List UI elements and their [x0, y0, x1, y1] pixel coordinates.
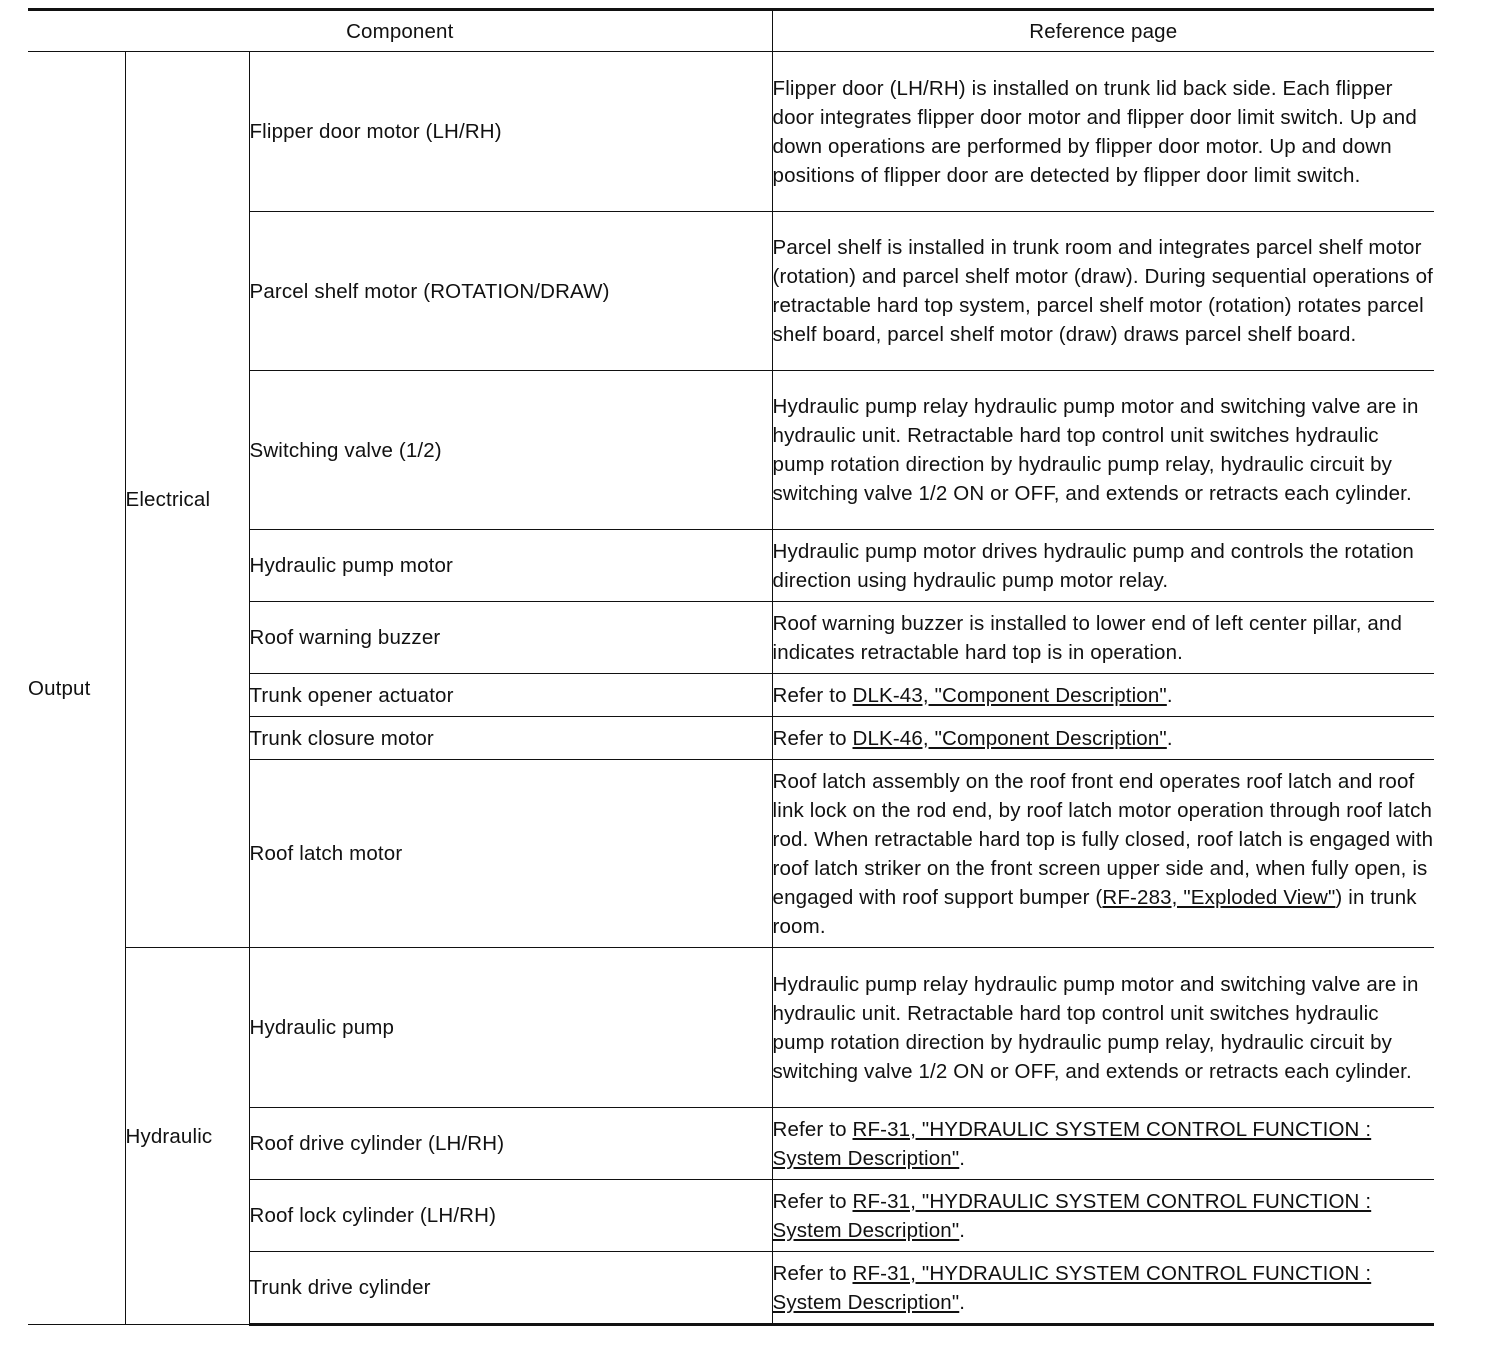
reference-link[interactable]: RF-31, "HYDRAULIC SYSTEM CONTROL FUNCTION : System Description": [772, 1117, 1372, 1170]
reference-suffix: .: [959, 1218, 966, 1242]
reference-prefix: Refer to: [772, 1189, 853, 1213]
reference-link[interactable]: RF-31, "HYDRAULIC SYSTEM CONTROL FUNCTION : System Description": [772, 1189, 1372, 1242]
component-name: Trunk drive cylinder: [249, 1252, 772, 1325]
reference-description: [772, 1252, 1434, 1325]
reference-link[interactable]: DLK-43, "Component Description": [852, 683, 1167, 707]
component-name: Roof lock cylinder (LH/RH): [249, 1180, 772, 1252]
reference-suffix: .: [959, 1290, 966, 1314]
header-row: [28, 10, 1434, 52]
reference-description: Hydraulic pump motor drives hydraulic pump and controls the rotation direction using hydraulic pump motor relay.: [772, 530, 1434, 602]
reference-suffix: ) in trunk room.: [772, 885, 1417, 938]
reference-link[interactable]: RF-283, "Exploded View": [1102, 885, 1336, 909]
reference-suffix: .: [1166, 683, 1173, 707]
component-name: Roof warning buzzer: [249, 602, 772, 674]
reference-link[interactable]: DLK-46, "Component Description": [852, 726, 1167, 750]
group-hydraulic: Hydraulic: [125, 948, 249, 1325]
reference-description: Hydraulic pump relay hydraulic pump motor and switching valve are in hydraulic unit. Retractable hard top control unit switches hydraulic pump rotation direction by hydraulic pump relay, hydraulic circuit by switching valve 1/2 ON or OFF, and extends or retracts each cylinder.: [772, 371, 1434, 530]
reference-link[interactable]: RF-31, "HYDRAULIC SYSTEM CONTROL FUNCTION : System Description": [772, 1261, 1372, 1314]
reference-prefix: Refer to: [772, 1261, 853, 1285]
reference-prefix: Refer to: [772, 683, 853, 707]
reference-description: [772, 717, 1434, 760]
reference-suffix: .: [959, 1146, 966, 1170]
component-name: Hydraulic pump motor: [249, 530, 772, 602]
reference-page-header: Reference page: [772, 10, 1434, 52]
category-output: Output: [28, 52, 125, 1325]
reference-description: [772, 1180, 1434, 1252]
component-name: Parcel shelf motor (ROTATION/DRAW): [249, 212, 772, 371]
reference-description: Flipper door (LH/RH) is installed on trunk lid back side. Each flipper door integrates flipper door motor and flipper door limit switch. Up and down operations are performed by flipper door motor. Up and down positions of flipper door are detected by flipper door limit switch.: [772, 52, 1434, 212]
reference-description: [772, 674, 1434, 717]
reference-description: Roof warning buzzer is installed to lower end of left center pillar, and indicates retractable hard top is in operation.: [772, 602, 1434, 674]
component-name: Roof drive cylinder (LH/RH): [249, 1108, 772, 1180]
group-electrical: Electrical: [125, 52, 249, 948]
reference-suffix: .: [1166, 726, 1173, 750]
component-name: Trunk opener actuator: [249, 674, 772, 717]
reference-description: Hydraulic pump relay hydraulic pump motor and switching valve are in hydraulic unit. Retractable hard top control unit switches hydraulic pump rotation direction by hydraulic pump relay, hydraulic circuit by switching valve 1/2 ON or OFF, and extends or retracts each cylinder.: [772, 948, 1434, 1108]
component-reference-table: [28, 8, 1434, 1326]
reference-description: [772, 760, 1434, 948]
component-name: Roof latch motor: [249, 760, 772, 948]
component-name: Switching valve (1/2): [249, 371, 772, 530]
reference-prefix: Refer to: [772, 726, 853, 750]
component-name: Trunk closure motor: [249, 717, 772, 760]
component-name: Hydraulic pump: [249, 948, 772, 1108]
reference-prefix: Roof latch assembly on the roof front end operates roof latch and roof link lock on the rod end, by roof latch motor operation through roof latch rod. When retractable hard top is fully closed, roof latch is engaged with roof latch striker on the front screen upper side and, when fully open, is engaged with roof support bumper (: [772, 769, 1434, 909]
component-header: Component: [28, 10, 772, 52]
reference-prefix: Refer to: [772, 1117, 853, 1141]
reference-description: [772, 1108, 1434, 1180]
reference-description: Parcel shelf is installed in trunk room and integrates parcel shelf motor (rotation) and parcel shelf motor (draw). During sequential operations of retractable hard top system, parcel shelf motor (rotation) rotates parcel shelf board, parcel shelf motor (draw) draws parcel shelf board.: [772, 212, 1434, 371]
table-row: [28, 52, 1434, 212]
component-name: Flipper door motor (LH/RH): [249, 52, 772, 212]
table-row: [28, 948, 1434, 1108]
